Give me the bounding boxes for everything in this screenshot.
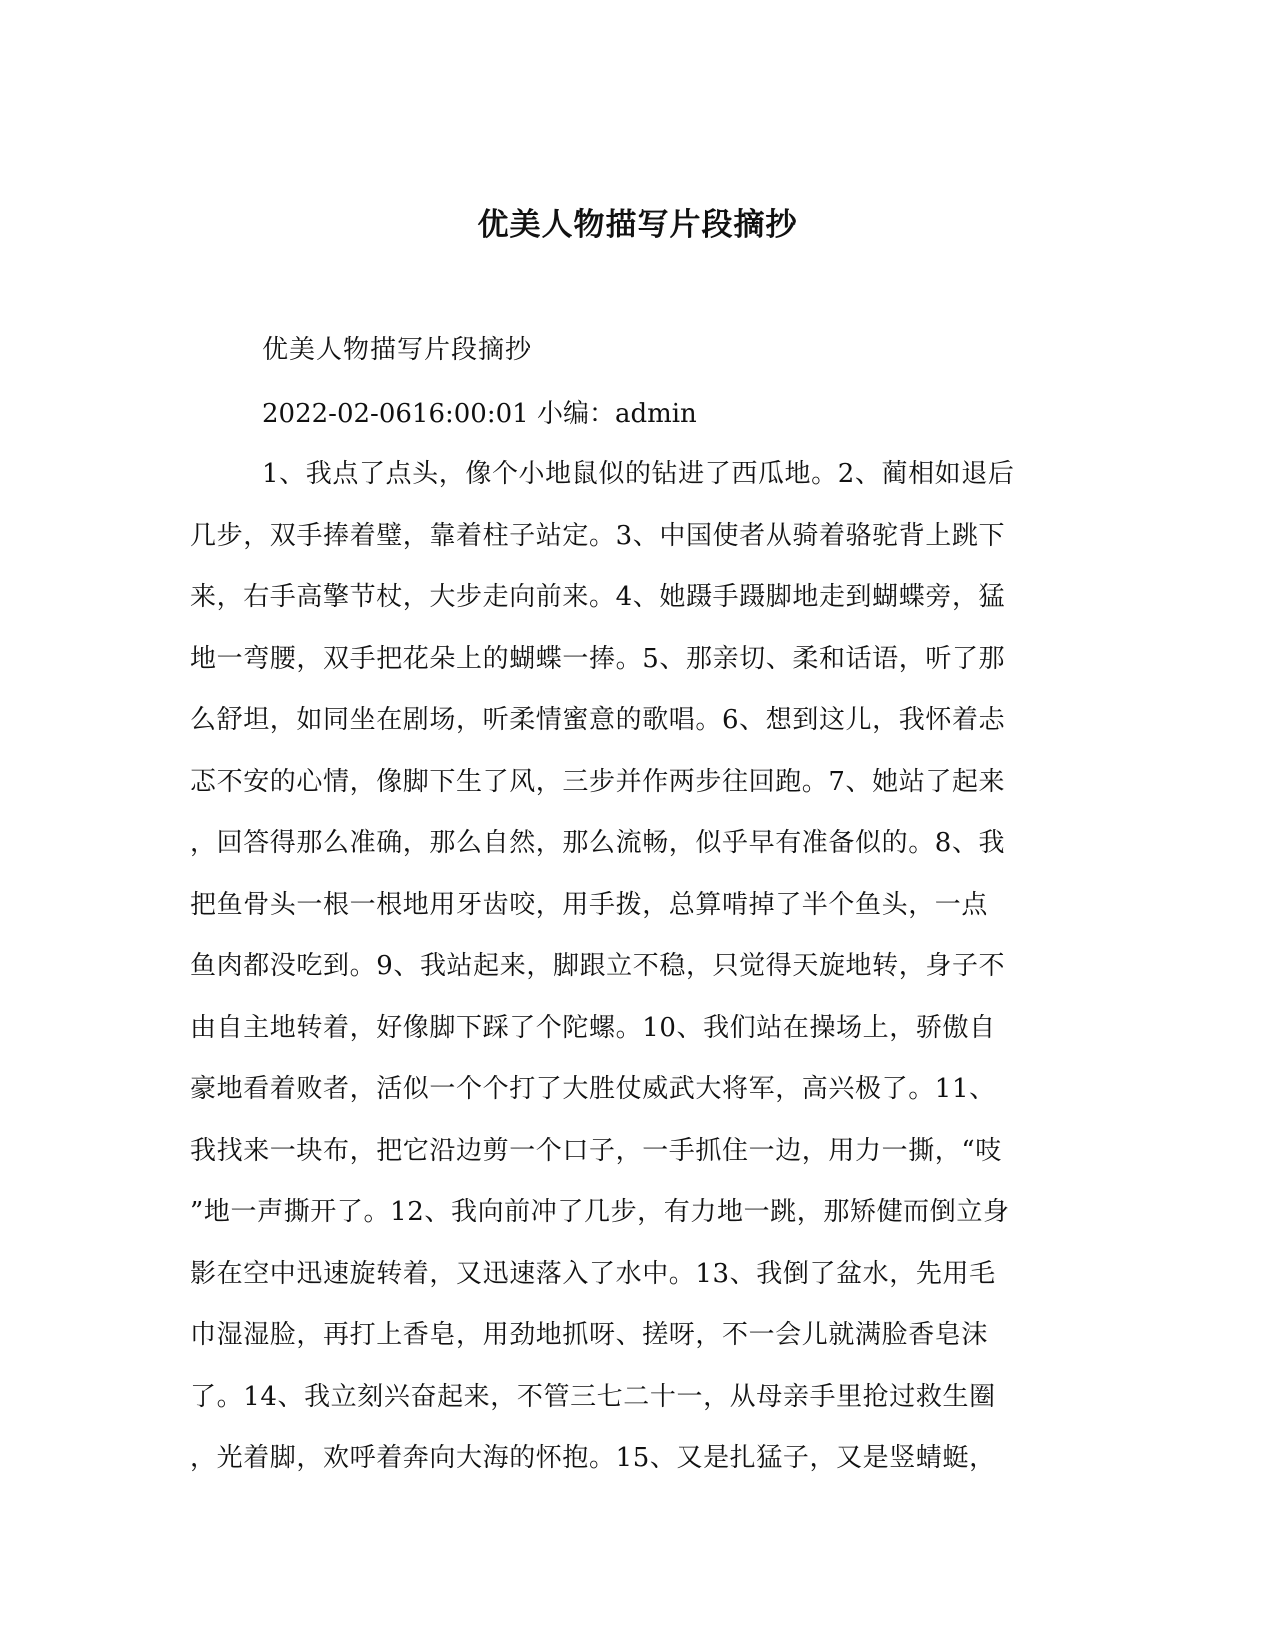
body-line: 几步，双手捧着璧，靠着柱子站定。3、中国使者从骑着骆驼背上跳下	[190, 520, 1006, 551]
body-line: 由自主地转着，好像脚下踩了个陀螺。10、我们站在操场上，骄傲自	[190, 1012, 996, 1043]
body-line: ，回答得那么准确，那么自然，那么流畅，似乎早有准备似的。8、我	[190, 828, 1006, 858]
document-title: 优美人物描写片段摘抄	[477, 207, 798, 243]
article-body	[190, 456, 1070, 1502]
body-line: 我找来一块布，把它沿边剪一个口子，一手抓住一边，用力一撕，“吱	[190, 1135, 1002, 1166]
body-line: 么舒坦，如同坐在剧场，听柔情蜜意的歌唱。6、想到这儿，我怀着忐	[190, 705, 1006, 735]
body-line: ，光着脚，欢呼着奔向大海的怀抱。15、又是扎猛子，又是竖蜻蜓，	[190, 1443, 996, 1473]
body-line: ”地一声撕开了。12、我向前冲了几步，有力地一跳，那矫健而倒立身	[190, 1197, 1010, 1227]
body-line: 忑不安的心情，像脚下生了风，三步并作两步往回跑。7、她站了起来	[190, 766, 1006, 797]
body-line: 地一弯腰，双手把花朵上的蝴蝶一捧。5、那亲切、柔和话语，听了那	[190, 643, 1006, 674]
body-line: 来，右手高擎节杖，大步走向前来。4、她蹑手蹑脚地走到蝴蝶旁，猛	[190, 582, 1006, 612]
body-line: 把鱼骨头一根一根地用牙齿咬，用手拨，总算啃掉了半个鱼头，一点	[190, 889, 989, 920]
article-meta: 2022-02-0616:00:01 小编：admin	[262, 399, 697, 429]
body-line: 巾湿湿脸，再打上香皂，用劲地抓呀、搓呀，不一会儿就满脸香皂沫	[190, 1320, 989, 1350]
body-line: 了。14、我立刻兴奋起来，不管三七二十一，从母亲手里抢过救生圈	[190, 1381, 996, 1412]
body-line: 影在空中迅速旋转着，又迅速落入了水中。13、我倒了盆水，先用毛	[190, 1258, 996, 1289]
article-heading: 优美人物描写片段摘抄	[262, 335, 533, 365]
body-line: 1、我点了点头，像个小地鼠似的钻进了西瓜地。2、蔺相如退后	[262, 459, 1015, 489]
body-line: 鱼肉都没吃到。9、我站起来，脚跟立不稳，只觉得天旋地转，身子不	[190, 951, 1006, 981]
body-line: 豪地看着败者，活似一个个打了大胜仗威武大将军，高兴极了。11、	[190, 1074, 996, 1104]
